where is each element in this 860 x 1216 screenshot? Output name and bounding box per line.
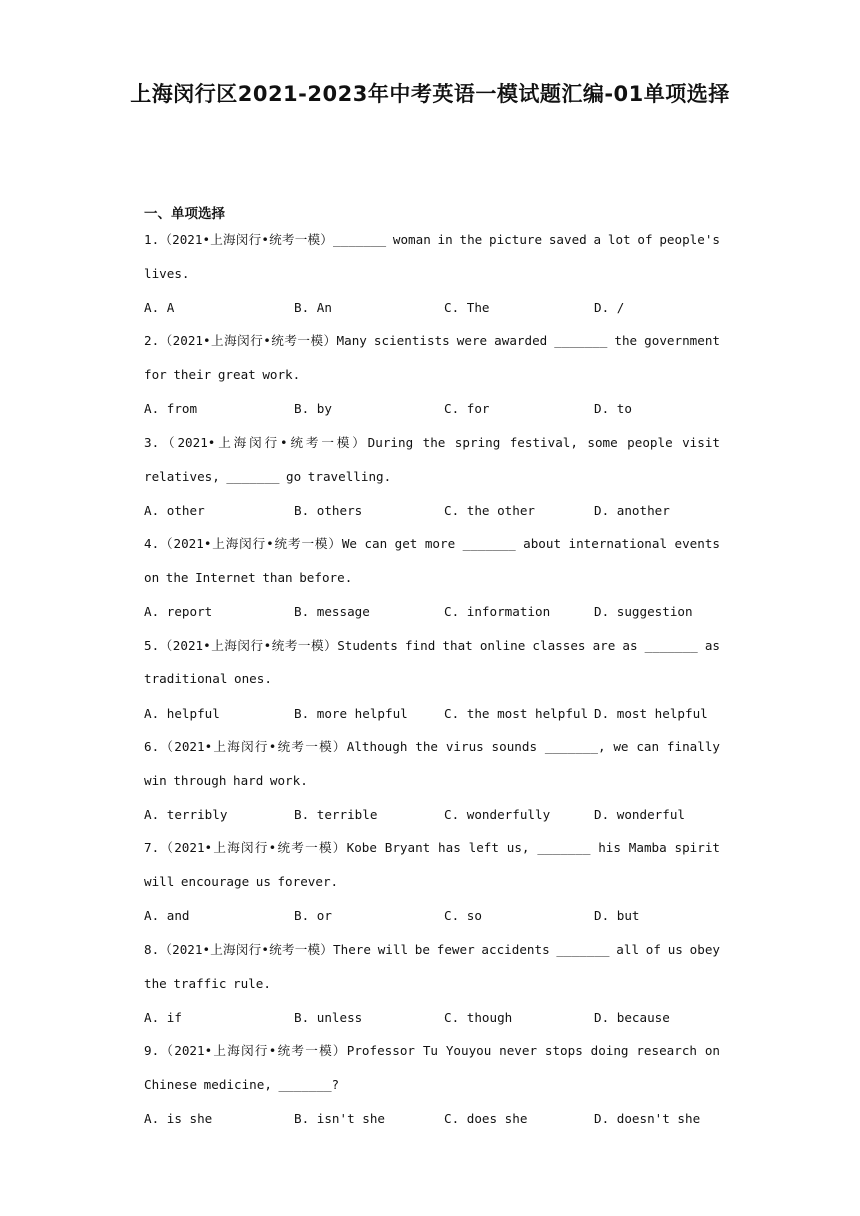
option-c: C. though xyxy=(444,1009,513,1025)
option-b: B. others xyxy=(294,502,363,518)
option-row xyxy=(144,899,720,933)
option-d: D. another xyxy=(594,502,670,518)
document-title: 上海闵行区2021-2023年中考英语一模试题汇编-01单项选择 xyxy=(130,82,730,106)
question-stem: 7.（2021•上海闵行•统考一模）Kobe Bryant has left us, _______ his Mamba spirit will encourage us forever. xyxy=(144,840,720,890)
option-a: A. A xyxy=(144,299,175,315)
option-b: B. terrible xyxy=(294,806,378,822)
option-b: B. or xyxy=(294,908,332,924)
question-item xyxy=(144,629,720,730)
option-b: B. isn't she xyxy=(294,1111,385,1127)
option-a: A. is she xyxy=(144,1111,213,1127)
option-c: C. wonderfully xyxy=(444,806,551,822)
question-item xyxy=(144,1034,720,1135)
question-stem: 6.（2021•上海闵行•统考一模）Although the virus sounds _______, we can finally win through hard work. xyxy=(144,738,720,788)
question-item xyxy=(144,831,720,932)
option-row xyxy=(144,1102,720,1136)
question-item xyxy=(144,527,720,628)
option-row xyxy=(144,798,720,832)
option-row xyxy=(144,493,720,527)
option-c: C. does she xyxy=(444,1111,528,1127)
option-b: B. by xyxy=(294,401,332,417)
option-d: D. most helpful xyxy=(594,705,708,721)
option-b: B. message xyxy=(294,604,370,620)
option-d: D. to xyxy=(594,401,632,417)
option-a: A. from xyxy=(144,401,198,417)
option-row xyxy=(144,392,720,426)
option-row xyxy=(144,696,720,730)
option-a: A. report xyxy=(144,604,213,620)
question-item xyxy=(144,730,720,831)
question-list xyxy=(144,223,720,1136)
question-stem: 8.（2021•上海闵行•统考一模）There will be fewer accidents _______ all of us obey the traffic rule. xyxy=(144,941,720,991)
option-a: A. helpful xyxy=(144,705,220,721)
option-d: D. wonderful xyxy=(594,806,685,822)
section-heading: 一、单项选择 xyxy=(144,206,225,222)
option-c: C. information xyxy=(444,604,551,620)
option-a: A. if xyxy=(144,1009,182,1025)
option-c: C. The xyxy=(444,299,490,315)
question-item xyxy=(144,223,720,324)
question-stem: 2.（2021•上海闵行•统考一模）Many scientists were awarded _______ the government for their great work. xyxy=(144,333,720,383)
option-b: B. An xyxy=(294,299,332,315)
option-row xyxy=(144,291,720,325)
option-b: B. unless xyxy=(294,1009,363,1025)
question-stem: 4.（2021•上海闵行•统考一模）We can get more _______ about international events on the Internet than before. xyxy=(144,536,720,585)
question-stem: 9.（2021•上海闵行•统考一模）Professor Tu Youyou never stops doing research on Chinese medicine, _______? xyxy=(144,1043,720,1092)
option-a: A. and xyxy=(144,908,190,924)
option-d: D. but xyxy=(594,908,640,924)
option-d: D. because xyxy=(594,1009,670,1025)
option-row xyxy=(144,1000,720,1034)
question-item xyxy=(144,324,720,425)
question-item xyxy=(144,426,720,527)
option-d: D. / xyxy=(594,299,625,315)
option-c: C. for xyxy=(444,401,490,417)
option-a: A. terribly xyxy=(144,806,228,822)
option-a: A. other xyxy=(144,502,205,518)
option-d: D. doesn't she xyxy=(594,1111,701,1127)
option-row xyxy=(144,595,720,629)
option-c: C. so xyxy=(444,908,482,924)
question-stem: 1.（2021•上海闵行•统考一模）_______ woman in the picture saved a lot of people's lives. xyxy=(144,232,720,281)
question-item xyxy=(144,933,720,1034)
option-c: C. the most helpful xyxy=(444,705,589,721)
option-c: C. the other xyxy=(444,502,535,518)
question-stem: 5.（2021•上海闵行•统考一模）Students find that online classes are as _______ as traditional ones. xyxy=(144,637,720,687)
option-b: B. more helpful xyxy=(294,705,408,721)
question-stem: 3.（2021•上海闵行•统考一模）During the spring festival, some people visit relatives, _______ go travelling. xyxy=(144,434,720,484)
option-d: D. suggestion xyxy=(594,604,693,620)
